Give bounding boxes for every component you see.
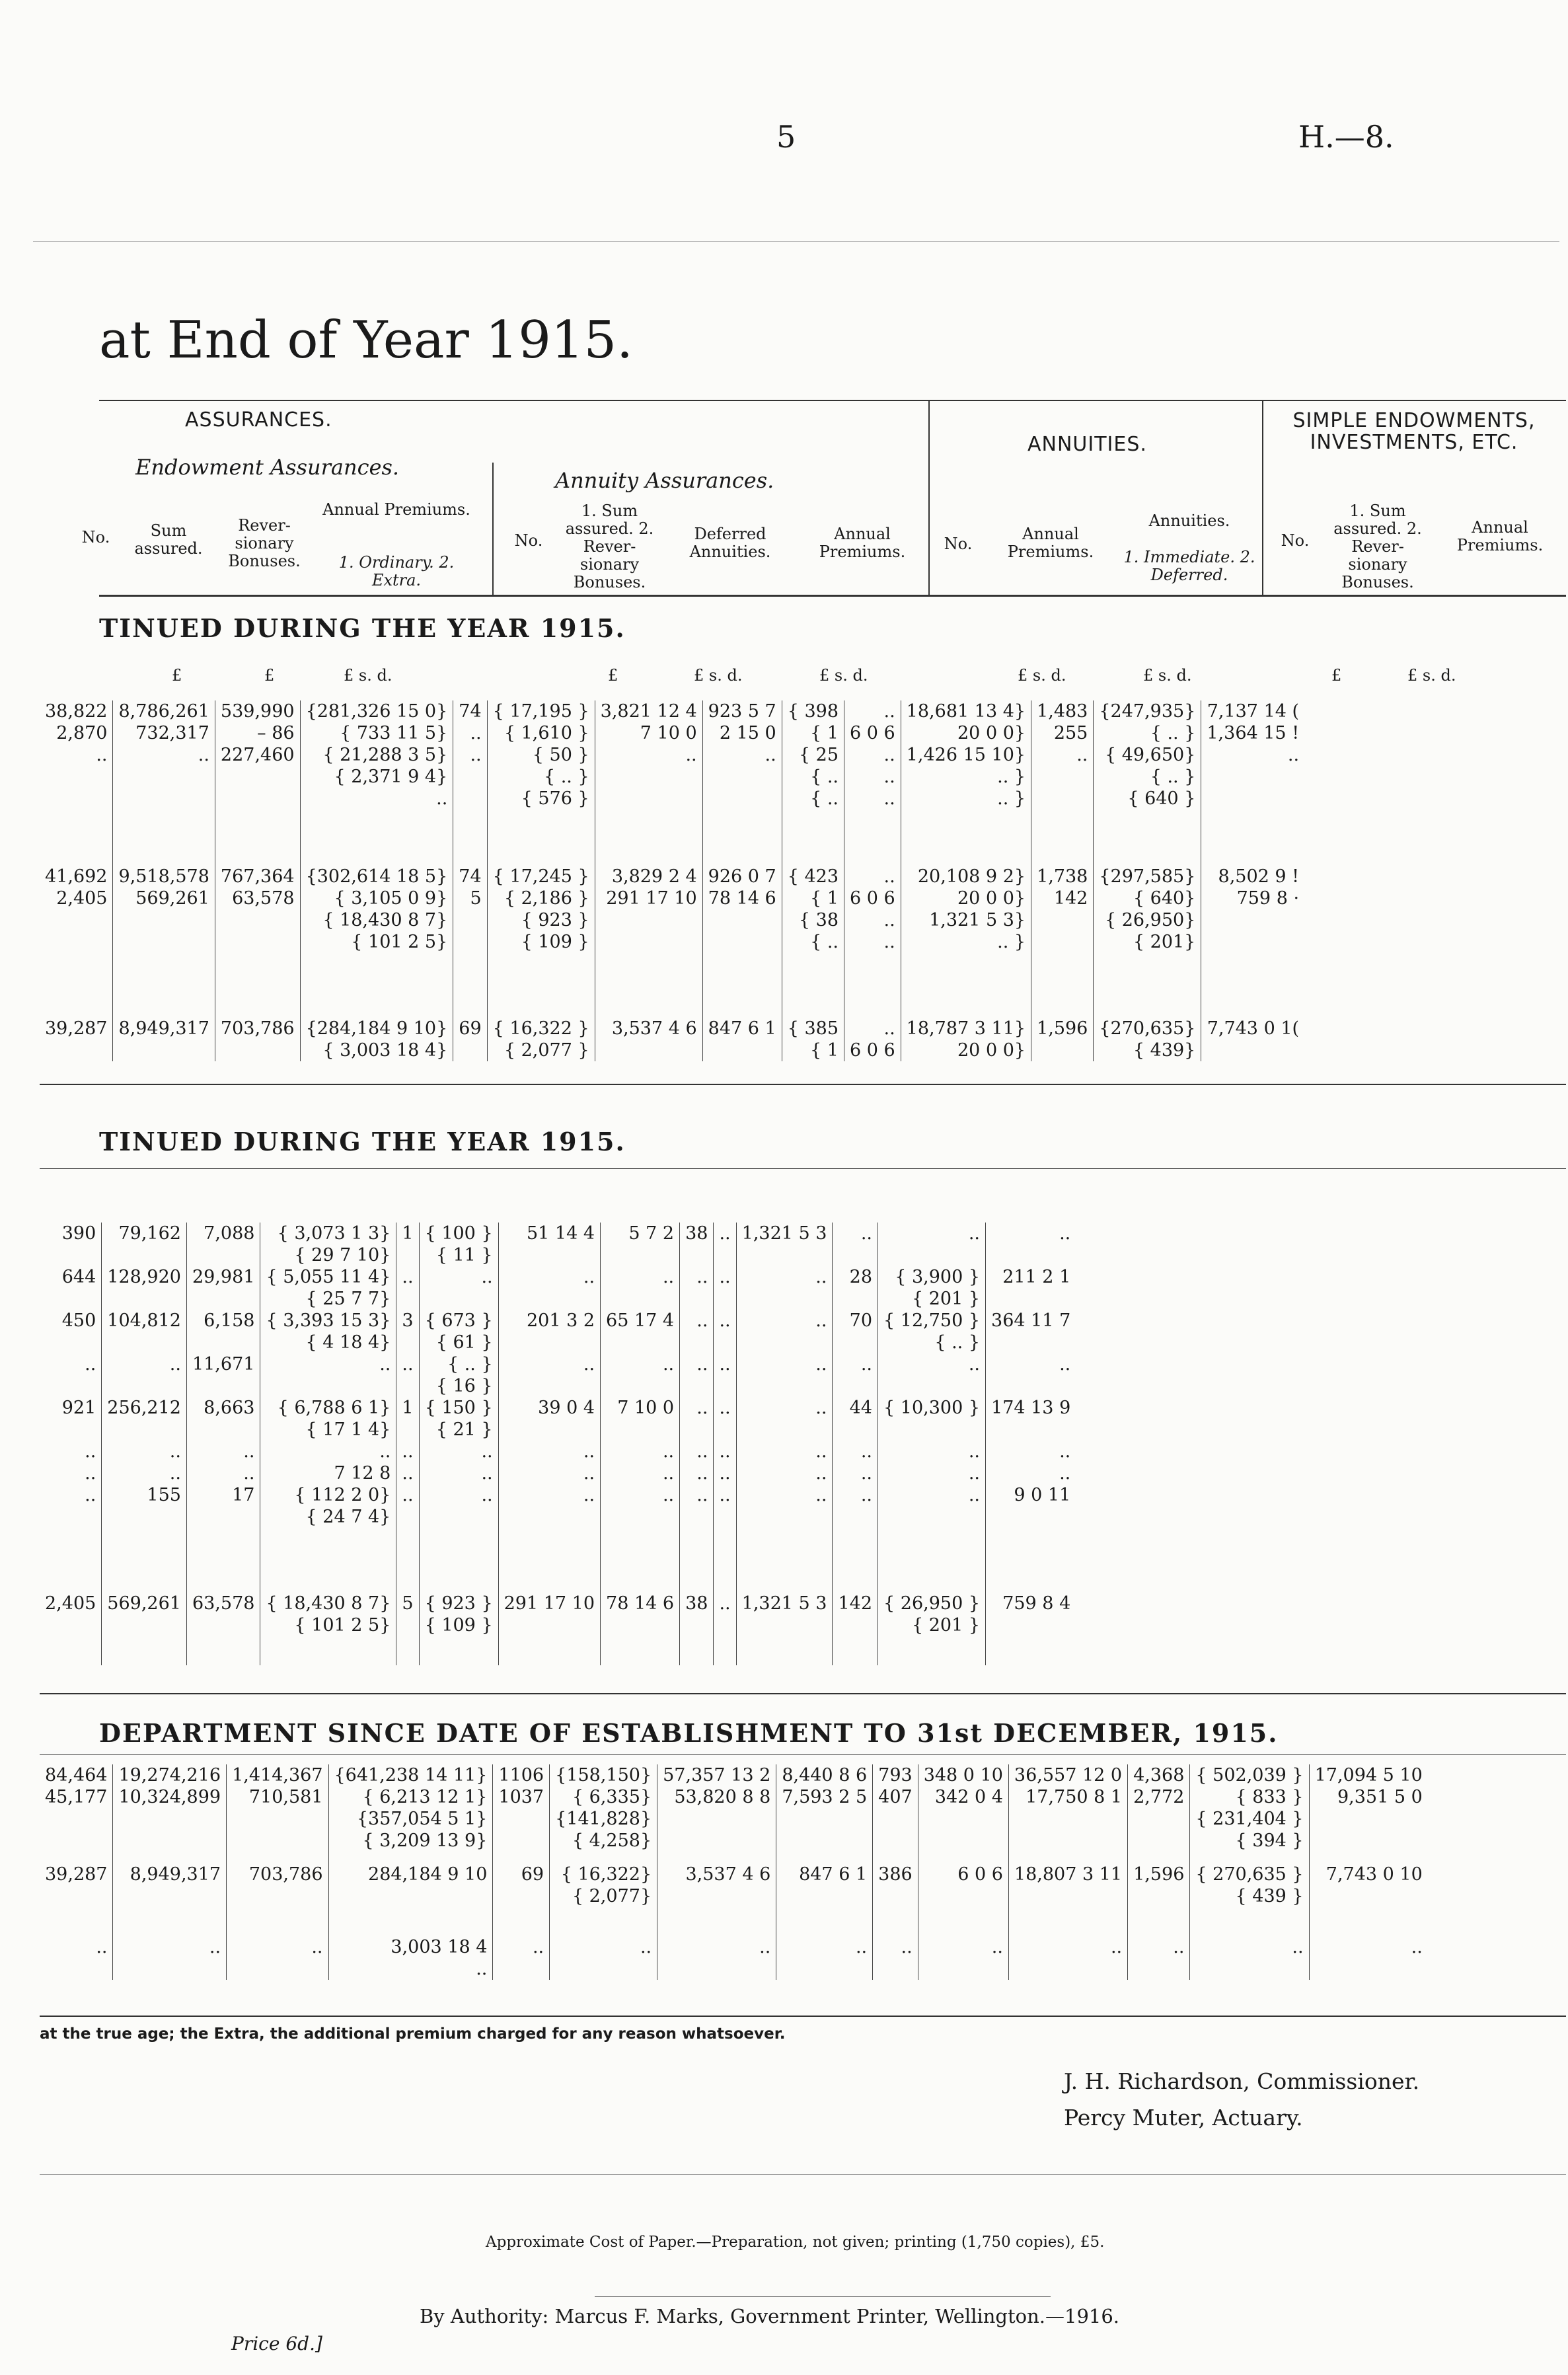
cell: ..: [1128, 1936, 1190, 1980]
cell: 7,743 0 10: [1325, 1864, 1423, 1885]
cell: {302,614 18 5} { 3,105 0 9} { 18,430 8 7} { 101 2 5}: [300, 866, 453, 1018]
cell: 18,787 3 11} 20 0 0}: [901, 1018, 1031, 1061]
cell: { 270,635 } { 439 }: [1190, 1864, 1309, 1936]
cell: 8,440 8 6 7,593 2 5: [776, 1764, 873, 1864]
cell: 1,596: [1128, 1864, 1190, 1936]
footnote: at the true age; the Extra, the additional premium charged for any reason whatsoever.: [40, 2025, 786, 2043]
signature-actuary: Percy Muter, Actuary.: [1064, 2105, 1303, 2130]
col-annuities: Annuities.: [1148, 511, 1230, 530]
page-reference: H.—8.: [1298, 119, 1394, 155]
cell: 793 407: [873, 1764, 918, 1864]
authority-rule: [595, 2296, 1051, 2297]
section-heading-2: TINUED DURING THE YEAR 1915.: [99, 1127, 626, 1156]
cell: {284,184 9 10} { 3,003 18 4}: [300, 1018, 453, 1061]
header-bottom-rule: [99, 595, 1566, 597]
col-no-3: No.: [944, 535, 973, 553]
section-heading-1: TINUED DURING THE YEAR 1915.: [99, 613, 626, 643]
cell: 1,483 255 ..: [1031, 700, 1094, 866]
cell: 3,829 2 4 291 17 10: [595, 866, 702, 1018]
cell: 39,287: [40, 1864, 113, 1936]
endowment-heading: Endowment Assurances.: [135, 455, 400, 480]
cell: 69: [453, 1018, 487, 1061]
cell: 74 .. ..: [453, 700, 487, 866]
cell: 348 0 10 342 0 4: [918, 1764, 1008, 1864]
cell: 923 5 7 2 15 0 ..: [702, 700, 782, 866]
cell: 7,088 29,981 6,158 11,671 8,663 .. .. 17: [186, 1223, 260, 1593]
section-heading-3: DEPARTMENT SINCE DATE OF ESTABLISHMENT TO 31st DECEMBER, 1915.: [99, 1718, 1279, 1748]
cell: 703,786: [215, 1018, 300, 1061]
col-reversionary: Rever-sionary Bonuses.: [228, 516, 301, 570]
col-annual-premiums-2: Annual Premiums.: [819, 525, 906, 561]
unit-psd: £ s. d.: [1407, 666, 1456, 685]
cell: ..: [657, 1936, 776, 1980]
cell: {270,635} { 439}: [1094, 1018, 1201, 1061]
cell: { 18,430 8 7} { 101 2 5}: [260, 1593, 396, 1665]
cell: 1,414,367 710,581: [227, 1764, 328, 1864]
cell: { 423 { 1 { 38 { ..: [782, 866, 844, 1018]
annuity-assurances-heading: Annuity Assurances.: [555, 468, 774, 493]
table-discontinued-1: [40, 700, 1304, 1061]
cell: 84,464 45,177: [40, 1764, 113, 1864]
cell: { 502,039 } { 833 } { 231,404 } { 394 }: [1190, 1764, 1309, 1864]
cell: 8,502 9 ! 759 8 ·: [1218, 866, 1300, 909]
cell: 6 0 6: [918, 1864, 1008, 1936]
table-since-establishment: [40, 1764, 1428, 1980]
cell: 1,738 142: [1031, 866, 1094, 1018]
section-rule: [40, 1168, 1566, 1169]
section-rule: [40, 1693, 1566, 1694]
unit-psd: £ s. d.: [1143, 666, 1192, 685]
unit-pound: £: [1331, 666, 1342, 685]
table-row: [40, 1936, 1428, 1980]
cell: 4,368 2,772: [1128, 1764, 1190, 1864]
col-no-4: No.: [1281, 531, 1310, 550]
unit-psd: £ s. d.: [819, 666, 868, 685]
section-rule: [40, 1754, 1566, 1755]
cell: ..: [776, 1936, 873, 1980]
col-deferred-annuities: Deferred Annuities.: [689, 525, 771, 561]
cell: 9,518,578 569,261: [113, 866, 215, 1018]
cell: 569,261: [102, 1593, 187, 1665]
cell: 847 6 1: [776, 1864, 873, 1936]
col-no: No.: [81, 528, 110, 547]
cell: {281,326 15 0} { 733 11 5} { 21,288 3 5} { 2,371 9 4} ..: [300, 700, 453, 866]
cell: 1 .. 3 .. 1 .. .. ..: [396, 1223, 419, 1593]
col-annual-premiums-3: Annual Premiums.: [1007, 525, 1094, 561]
cell: { 17,245 } { 2,186 } { 923 } { 109 }: [487, 866, 595, 1018]
cell: {297,585} { 640} { 26,950} { 201}: [1094, 866, 1201, 1018]
section-rule: [40, 1084, 1566, 1085]
cell: 3,537 4 6: [657, 1864, 776, 1936]
cell: 38: [680, 1593, 714, 1665]
col-no-2: No.: [514, 531, 543, 550]
cell: .. { 3,900 } { 201 } { 12,750 } { .. } .. { 10,300 } .. .. ..: [878, 1223, 986, 1593]
cell: 1,321 5 3 .. .. .. .. .. .. ..: [736, 1223, 833, 1593]
cell: ..: [714, 1593, 736, 1665]
cell: ..: [873, 1936, 918, 1980]
col-ordinary-extra: 1. Ordinary. 2. Extra.: [338, 553, 455, 589]
unit-pound: £: [172, 666, 182, 685]
divider: [928, 400, 930, 595]
cell: { 16,322 } { 2,077 }: [487, 1018, 595, 1061]
cell: .. 6 0 6: [844, 1018, 901, 1061]
divider: [492, 463, 494, 595]
cell: 142: [833, 1593, 878, 1665]
page-number: 5: [776, 119, 796, 155]
cell: 703,786: [227, 1864, 328, 1936]
cell: 17,094 5 10 9,351 5 0: [1314, 1765, 1423, 1807]
cell: 539,990 – 86 227,460: [215, 700, 300, 866]
cell: 18,681 13 4} 20 0 0} 1,426 15 10} .. } .. }: [901, 700, 1031, 866]
cell: ..: [493, 1936, 550, 1980]
authority-line: By Authority: Marcus F. Marks, Government Printer, Wellington.—1916.: [420, 2305, 1120, 2327]
cell: 386: [873, 1864, 918, 1936]
cell: {641,238 14 11} { 6,213 12 1} {357,054 5 1} { 3,209 13 9}: [328, 1764, 493, 1864]
cell: 5 7 2 .. 65 17 4 .. 7 10 0 .. .. ..: [601, 1223, 680, 1593]
cell: ..: [40, 1936, 113, 1980]
unit-psd: £ s. d.: [694, 666, 743, 685]
cell: 57,357 13 2 53,820 8 8: [657, 1764, 776, 1864]
cell: ..: [113, 1936, 227, 1980]
signature-commissioner: J. H. Richardson, Commissioner.: [1064, 2068, 1420, 2094]
cell: ..: [550, 1936, 657, 1980]
cell: ..: [1008, 1936, 1127, 1980]
cell: 390 644 450 .. 921 .. .. ..: [40, 1223, 102, 1593]
cell: { 398 { 1 { 25 { .. { ..: [782, 700, 844, 866]
col-immediate-deferred: 1. Immediate. 2. Deferred.: [1123, 548, 1255, 584]
cell: { 17,195 } { 1,610 } { 50 } { .. } { 576 }: [487, 700, 595, 866]
cell: 79,162 128,920 104,812 .. 256,212 .. .. 155: [102, 1223, 187, 1593]
cell: { 26,950 } { 201 }: [878, 1593, 986, 1665]
cell: 38 .. .. .. .. .. .. ..: [680, 1223, 714, 1593]
unit-pound: £: [264, 666, 275, 685]
cell: 39,287: [40, 1018, 113, 1061]
cell: ..: [227, 1936, 328, 1980]
cell: 20,108 9 2} 20 0 0} 1,321 5 3} .. }: [901, 866, 1031, 1018]
table-row: [40, 1223, 1076, 1593]
cell: { 385 { 1: [782, 1018, 844, 1061]
cell: ..: [1411, 1937, 1423, 1957]
annuities-heading: ANNUITIES.: [1027, 433, 1147, 456]
cell: 3,537 4 6: [595, 1018, 702, 1061]
cell: .. .. .. .. .. .. .. ..: [714, 1223, 736, 1593]
cell: 847 6 1: [702, 1018, 782, 1061]
bottom-rule: [40, 2016, 1566, 2017]
cell: 36,557 12 0 17,750 8 1: [1008, 1764, 1127, 1864]
top-rule: [33, 241, 1559, 242]
cell: 18,807 3 11: [1008, 1864, 1127, 1936]
cell: 19,274,216 10,324,899: [113, 1764, 227, 1864]
cell: 3,003 18 4 ..: [328, 1936, 493, 1980]
cell: 8,949,317: [113, 1018, 215, 1061]
cell: 291 17 10: [498, 1593, 600, 1665]
col-annual-premiums: Annual Premiums.: [322, 500, 470, 519]
table-row: [40, 1764, 1428, 1864]
divider: [1262, 400, 1263, 595]
cell: .. 6 0 6 .. .. ..: [844, 700, 901, 866]
cell: 38,822 2,870 ..: [40, 700, 113, 866]
unit-psd: £ s. d.: [344, 666, 392, 685]
cell: 7,743 0 1(: [1207, 1018, 1300, 1039]
table-row: [40, 1593, 1076, 1665]
col-sum-rev: 1. Sum assured. 2. Rever-sionary Bonuses.: [565, 502, 654, 591]
cell: 1,596: [1031, 1018, 1094, 1061]
cell: 3,821 12 4 7 10 0 ..: [595, 700, 702, 866]
cell: 69: [493, 1864, 550, 1936]
cell: 2,405: [40, 1593, 102, 1665]
cell: { 100 } { 11 } .. { 673 } { 61 } { .. } { 16 } { 150 } { 21 } .. .. ..: [419, 1223, 498, 1593]
cell: 78 14 6: [601, 1593, 680, 1665]
cell: 7,137 14 ( 1,364 15 ! ..: [1207, 701, 1300, 765]
cell: 8,786,261 732,317 ..: [113, 700, 215, 866]
col-annual-premiums-4: Annual Premiums.: [1456, 518, 1544, 554]
cell: { 923 } { 109 }: [419, 1593, 498, 1665]
cell: ..: [1190, 1936, 1309, 1980]
col-sum-rev-2: 1. Sum assured. 2. Rever-sionary Bonuses.: [1333, 502, 1422, 591]
cell: .. 28 70 .. 44 .. .. ..: [833, 1223, 878, 1593]
table-row: [40, 866, 1304, 1018]
cell: {158,150} { 6,335} {141,828} { 4,258}: [550, 1764, 657, 1864]
cell: 63,578: [186, 1593, 260, 1665]
cell: 767,364 63,578: [215, 866, 300, 1018]
cell: ..: [918, 1936, 1008, 1980]
price: Price 6d.]: [231, 2333, 322, 2355]
cell: 1,321 5 3: [736, 1593, 833, 1665]
cell: 5: [396, 1593, 419, 1665]
table-discontinued-2: [40, 1223, 1076, 1665]
assurances-heading: ASSURANCES.: [185, 408, 332, 432]
cell: 74 5: [453, 866, 487, 1018]
table-row: [40, 1864, 1428, 1936]
cell: 8,949,317: [113, 1864, 227, 1936]
table-row: [40, 1018, 1304, 1061]
unit-pound: £: [608, 666, 618, 685]
cell: .. 6 0 6 .. ..: [844, 866, 901, 1018]
col-sum-assured: Sum assured.: [134, 521, 203, 558]
cell: 1106 1037: [493, 1764, 550, 1864]
cell: 926 0 7 78 14 6: [702, 866, 782, 1018]
cell: { 3,073 1 3} { 29 7 10} { 5,055 11 4} { 25 7 7} { 3,393 15 3} { 4 18 4} .. { 6,788 6 1} { 17 1 4} .. 7 12 8 { 112 2 0} { 24 7 4}: [260, 1223, 396, 1593]
header-top-rule: [99, 400, 1566, 401]
footer-rule: [40, 2174, 1566, 2175]
cell: 284,184 9 10: [328, 1864, 493, 1936]
cell: 759 8 4: [1002, 1593, 1071, 1614]
cell: { 16,322} { 2,077}: [550, 1864, 657, 1936]
simple-endowments-heading: SIMPLE ENDOWMENTS, INVESTMENTS, ETC.: [1292, 409, 1536, 454]
cell: 41,692 2,405: [40, 866, 113, 1018]
approximate-cost: Approximate Cost of Paper.—Preparation, not given; printing (1,750 copies), £5.: [486, 2234, 1105, 2251]
page-title: at End of Year 1915.: [99, 311, 633, 370]
cell: {247,935} { .. } { 49,650} { .. } { 640 }: [1094, 700, 1201, 866]
cell: 51 14 4 .. 201 3 2 .. 39 0 4 .. .. ..: [498, 1223, 600, 1593]
cell: .. 211 2 1 364 11 7 .. 174 13 9 .. .. 9 0 11: [991, 1223, 1071, 1505]
unit-psd: £ s. d.: [1018, 666, 1066, 685]
table-row: [40, 700, 1304, 866]
